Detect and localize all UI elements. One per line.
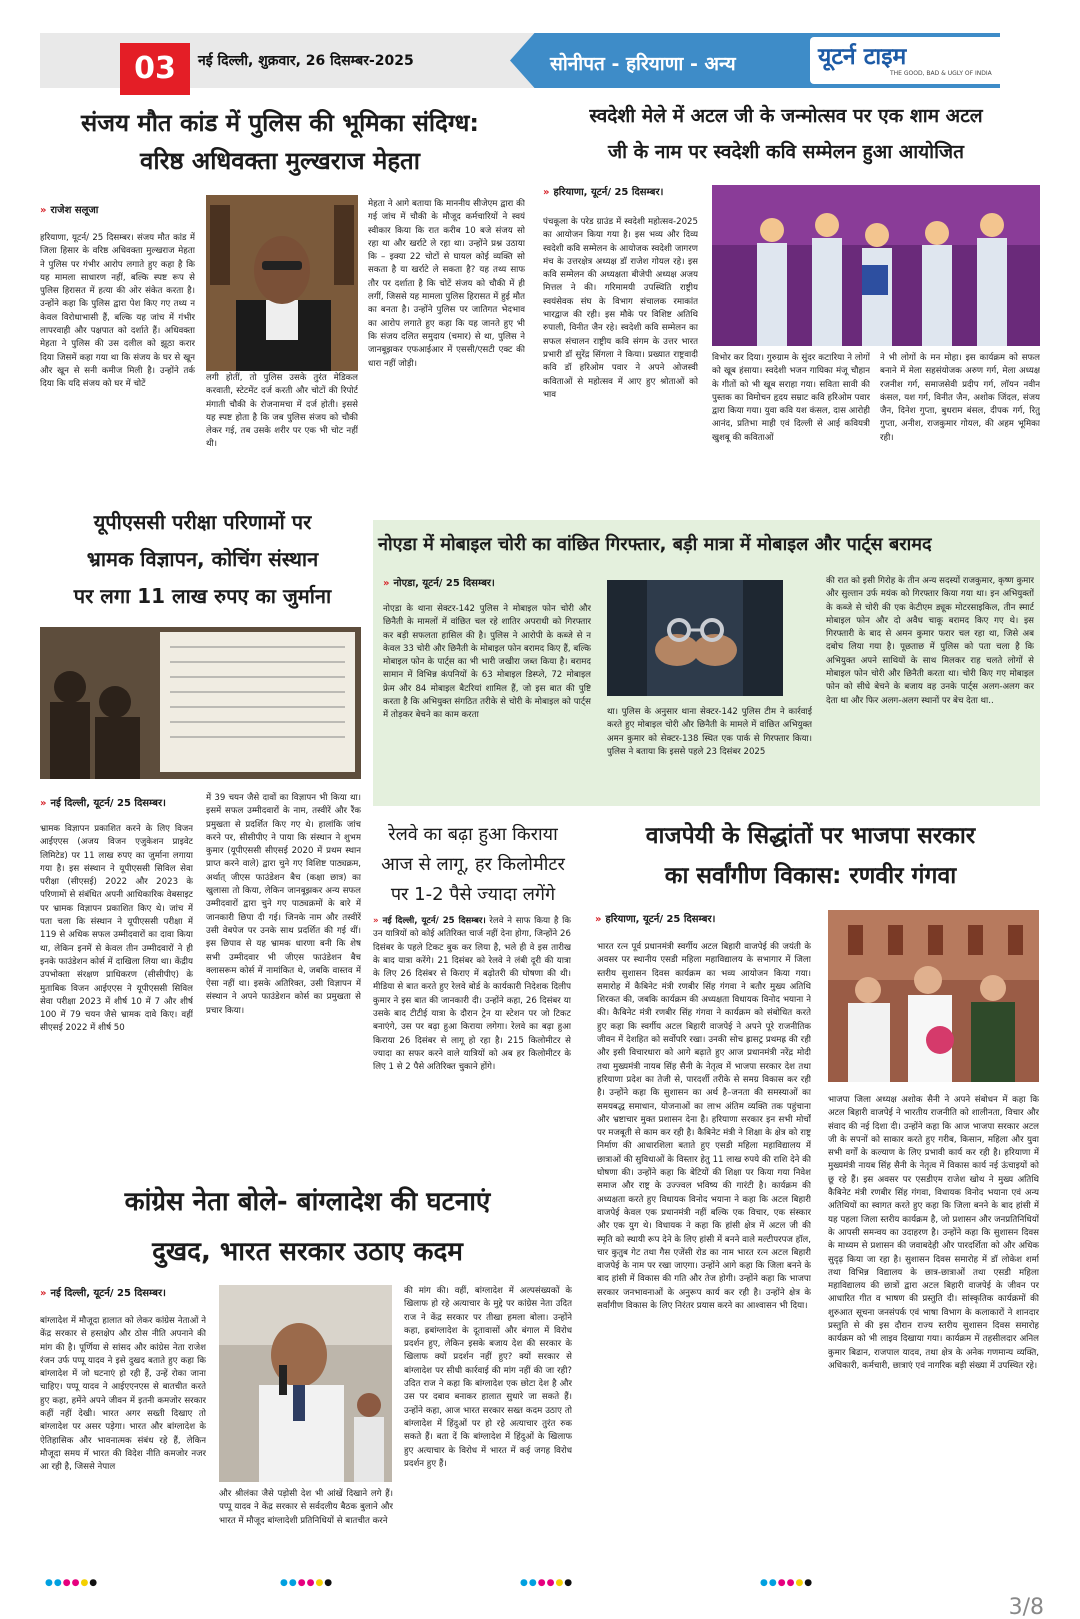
vajpayee-byline: » हरियाणा, यूटर्न/ 25 दिसम्बर। [595,914,716,925]
registration-marks: ●●●●●● [45,1578,99,1588]
ceremony-group-photo [828,910,1039,1082]
swadeshi-body-col3: ने भी लोगों के मन मोहा। इस कार्यक्रम को सफल बनाने में मेला सहसंयोजक अरुण गर्ग, मेला अध्यक्ष रजनीश गर्ग, समाजसेवी प्रदीप गर्ग, लॉयन नवीन कंसल, यश गर्ग, विनीत जैन, अशोक जिंदल, संजय जैन, दिनेश गुप्ता, बुधराम बंसल, दीपक गर्ग, रितु गुप्ता, अनीश, राजकुमार गोयल, की अहम भूमिका रही। [880,353,1040,443]
sanjay-byline: » राजेश सलूजा [40,205,99,216]
upsc-byline: » नई दिल्ली, यूटर्न/ 25 दिसम्बर। [40,798,166,809]
page-number: 03 [120,43,190,95]
congress-photo [219,1285,392,1482]
upsc-body-col1: भ्रामक विज्ञापन प्रकाशित करने के लिए विजन आईएएस (अजय विजन एजुकेशन प्राइवेट लिमिटेड) पर 11 लाख रुपए का जुर्माना लगाया गया है। इस संस्थान ने यूपीएससी सिविल सेवा परीक्षा (सीएसई) 2022 और 2023 के परिणामों से संबंधित अपनी आधिकारिक वेबसाइट पर भ्रामक विज्ञापन प्रकाशित किए थे। जांच में पता चला कि संस्थान ने यूपीएससी परीक्षा में 119 से अधिक सफल उम्मीदवारों का दावा किया था, लेकिन इनमें से केवल तीन उम्मीदवारों ने ही इनके फाउंडेशन कोर्स में दाखिला लिया था। केंद्रीय उपभोक्ता संरक्षण प्राधिकरण (सीसीपीए) के मुताबिक विजन आईएएस ने यूपीएससी सिविल सेवा परीक्षा 2023 में शीर्ष 10 में 7 और शीर्ष 100 में 79 चयन जैसे भ्रामक दावे किए। वहीं सीएसई 2022 में शीर्ष 50 [40,824,193,1034]
upsc-headline-line1: यूपीएससी परीक्षा परिणामों पर [93,510,312,534]
lawyer-portrait [206,195,358,371]
vajpayee-headline-line1: वाजपेयी के सिद्धांतों पर भाजपा सरकार [645,823,976,849]
railway-body [373,915,571,1163]
upsc-headline-line3: पर लगा 11 लाख रुपए का जुर्माना [73,584,332,608]
noida-body-col2: था। पुलिस के अनुसार थाना सेक्टर-142 पुलिस टीम ने कार्रवाई करते हुए मोबाइल चोरी और छिनैती के मामले में वांछित अभियुक्त अमन कुमार को सेक्टर-138 स्थित एक पार्क से गिरफ्तार किया। पुलिस ने बताया कि इससे पहले 23 दिसंबर 2025 [607,707,812,757]
kavi-sammelan-stage-photo [712,185,1040,346]
noida-photo [607,580,783,696]
congress-headline-line1: कांग्रेस नेता बोले- बांग्लादेश की घटनाएं [124,1187,491,1217]
noida-headline: नोएडा में मोबाइल चोरी का वांछित गिरफ्तार, बड़ी मात्रा में मोबाइल और पार्ट्स बरामद [378,534,932,555]
vajpayee-body-col1: भारत रत्न पूर्व प्रधानमंत्री स्वर्गीय अटल बिहारी वाजपेई की जयंती के अवसर पर स्थानीय एसडी महिला महाविद्यालय के सभागार में जिला स्तरीय सुशासन दिवस कार्यक्रम का भव्य आयोजन किया गया। समारोह में कैबिनेट मंत्री रणबीर सिंह गंगवा ने बतौर मुख्य अतिथि शिरकत की, जबकि कार्यक्रम की अध्यक्षता विधायक विनोद भयाना ने की। कैबिनेट मंत्री रणबीर सिंह गंगवा ने कार्यक्रम को संबोधित करते हुए कहा कि स्वर्गीय अटल बिहारी वाजपेई ने अपने पूरे राजनीतिक जीवन में देशहित को सर्वोपरि रखा। उनकी सोच ह्रासट्र प्रथमह्र की रही और इसी विचारधारा को आगे बढ़ाते हुए आज प्रधानमंत्री नरेंद्र मोदी तथा मुख्यमंत्री नायब सिंह सैनी के नेतृत्व में भाजपा सरकार देश तथा हरियाणा प्रदेश का तेजी से, पारदर्शी तरीके से समग्र विकास कर रही है। उन्होंने कहा कि सुशासन का अर्थ है–जनता की समस्याओं का समयबद्ध समाधान, योजनाओं का लाभ अंतिम व्यक्ति तक पहुंचाना और भ्रष्टाचार मुक्त प्रशासन देना है। हरियाणा सरकार इन सभी मोर्चों पर मजबूती से काम कर रही है। कैबिनेट मंत्री ने शिक्षा के क्षेत्र को राष्ट्र निर्माण की आधारशिला बताते हुए एसडी महिला महाविद्यालय में छात्राओं की सुविधाओं के विस्तार हेतु 11 लाख रुपये की राशि देने की घोषणा की। उन्होंने कहा कि बेटियों की शिक्षा पर किया गया निवेश समाज और राष्ट्र के उज्ज्वल भविष्य की गारंटी है। कार्यक्रम की अध्यक्षता करते हुए विधायक विनोद भयाना ने कहा कि अटल बिहारी वाजपेई केवल एक प्रधानमंत्री नहीं बल्कि एक विचार, एक संस्कार और एक युग थे। विधायक ने कहा कि हांसी क्षेत्र में अटल जी की स्मृति को स्थायी रूप देने के लिए हांसी में बनने वाले मल्टीपरपज हॉल, चार कुतुब गेट तथा गैस एजेंसी रोड का नाम भारत रत्न अटल बिहारी वाजपेई के नाम पर रखा जाएगा। उन्होंने आगे कहा कि जिला बनने के बाद हांसी में विकास की गति और तेज होगी। उन्होंने कहा कि भाजपा सरकार जनभावनाओं के अनुरूप कार्य कर रही है। उन्होंने क्षेत्र के सर्वांगीण विकास के लिए निरंतर प्रयास करने का आश्वासन भी दिया। [597,942,811,1312]
upsc-photo [40,627,361,779]
sanjay-headline-line1: संजय मौत कांड में पुलिस की भूमिका संदिग्ध: [81,109,479,137]
section-title: सोनीपत - हरियाणा - अन्य [550,53,736,75]
noida-body-col3: की रात को इसी गिरोह के तीन अन्य सदस्यों राजकुमार, कृष्ण कुमार और सुल्तान उर्फ मयंक को गिरफ्तार किया गया था। इन अभियुक्तों के कब्जे से चोरी की एक केटीएम ड्यूक मोटरसाइकिल, तीन स्मार्ट मोबाइल फोन और दो अवैध चाकू बरामद किए गए थे। इस गिरफ्तारी के बाद से अमन कुमार फरार चल रहा था, जिसे अब दबोच लिया गया है। पूछताछ में पुलिस को पता चला है कि अभियुक्त अपने साथियों के साथ मिलकर राह चलते लोगों से मोबाइल फोन चोरी और छिनैती करता था। चोरी किए गए मोबाइल फोन को सीधे बेचने के बजाय वह उनके पार्ट्स अलग-अलग कर देता था और फिर अलग-अलग स्थानों पर बेच देता था.. [826,576,1034,706]
newspaper-logo [810,37,1028,84]
railway-body-text: रेलवे ने साफ किया है कि उन यात्रियों को कोई अतिरिक्त चार्ज नहीं देना होगा, जिन्होंने 26 दिसंबर के पहले टिकट बुक कर लिया है, भले ही वे इस तारीख के बाद यात्रा करेंगे। 21 दिसंबर को रेलवे ने लंबी दूरी की यात्रा के लिए 26 दिसंबर से किराए में बढ़ोतरी की घोषणा की थी। मीडिया से बात करते हुए रेलवे बोर्ड के कार्यकारी निदेशक दिलीप कुमार ने इस बात की जानकारी दी। उन्होंने कहा, 26 दिसंबर या उसके बाद टीटीई यात्रा के दौरान ट्रेन या स्टेशन पर जो टिकट बनाएंगे, उस पर बढ़ा हुआ किराया लगेगा। रेलवे का बढ़ा हुआ किराया 26 दिसंबर से लागू हो रहा है। 215 किलोमीटर से ज्यादा का सफर करने वाले यात्रियों को अब हर किलोमीटर के लिए 1 से 2 पैसे अतिरिक्त चुकाने होंगे। [373,916,571,1073]
noida-byline: » नोएडा, यूटर्न/ 25 दिसम्बर। [383,578,495,589]
notice-board-photo [40,627,361,779]
sanjay-body-col1: हरियाणा, यूटर्न/ 25 दिसम्बर। संजय मौत कांड में जिला हिसार के वरिष्ठ अधिवक्ता मुल्खराज मेहता ने पुलिस पर गंभीर आरोप लगाते हुए कहा है कि यह मामला साधारण नहीं, बल्कि स्पष्ट रूप से पुलिस हिरासत में हत्या की ओर संकेत करता है। उन्होंने कहा कि पुलिस द्वारा पेश किए गए तथ्य न केवल विरोधाभासी हैं, बल्कि यह जांच में गंभीर लापरवाही और पक्षपात को दर्शाते हैं। अधिवक्ता मेहता ने पुलिस की उस दलील को झूठा करार दिया जिसमें कहा गया था कि संजय के घर से खून और खून से सनी कमीज मिली है। उन्होंने तर्क दिया कि यदि संजय को घर में चोटें [40,233,195,390]
swadeshi-byline: » हरियाणा, यूटर्न/ 25 दिसम्बर। [543,187,664,198]
swadeshi-headline-line1: स्वदेशी मेले में अटल जी के जन्मोत्सव पर एक शाम अटल [589,105,983,127]
swadeshi-body-col2: विभोर कर दिया। गुरुग्राम के सुंदर कटारिया ने लोगों को खूब हंसाया। स्वदेशी भजन गायिका मंजू चौहान के गीतों को भी खूब सराहा गया। सविता सावी की पुस्तक का विमोचन हृदय सम्राट कवि हरिओम पवार द्वारा किया गया। युवा कवि यश कंसल, दास आरोही आनंद, प्रतिभा माही एवं दिल्ली से आई कवियत्री खुशबू की कविताओं [712,353,870,443]
vajpayee-photo [828,910,1039,1082]
congress-byline: » नई दिल्ली, यूटर्न/ 25 दिसम्बर। [40,1288,166,1299]
swadeshi-body-col1: पंचकूला के परेड ग्राउंड में स्वदेशी महोत्सव-2025 का आयोजन किया गया है। इस भव्य और दिव्य स्वदेशी कवि सम्मेलन के आयोजक स्वदेशी जागरण मंच के उत्तरक्षेत्र अध्यक्ष डॉ राजेश गोयल रहे। इस कवि सम्मेलन की अध्यक्षता बीजेपी अध्यक्ष अजय मित्तल ने की। गरिमामयी उपस्थिति राष्ट्रीय स्वयंसेवक संघ के विभाग संचालक रमाकांत भारद्वाज की रही। इस मौके पर विशिष्ट अतिथि रुपाली, विनीत जैन रहे। स्वदेशी कवि सम्मेलन का सफल संचालन राष्ट्रीय कवि संगम के उत्तर भारत प्रभारी डॉ सुरेंद्र सिंगला ने किया। प्रख्यात राष्ट्रवादी कवि डॉ हरिओम पवार ने अपने ओजस्वी कविताओं से महोत्सव में आए हुए श्रोताओं को भाव [543,217,698,400]
railway-headline-line3: पर 1-2 पैसे ज्यादा लगेंगे [390,884,556,905]
registration-marks-4: ●●●●●● [760,1578,814,1588]
railway-headline-line2: आज से लागू, हर किलोमीटर [381,854,565,875]
congress-headline-line2: दुखद, भारत सरकार उठाए कदम [152,1237,463,1267]
sanjay-headline-line2: वरिष्ठ अधिवक्ता मुल्खराज मेहता [140,147,420,175]
railway-headline-line1: रेलवे का बढ़ा हुआ किराया [388,824,558,845]
congress-body-col2: और श्रीलंका जैसे पड़ोसी देश भी आंखें दिखाने लगे हैं। पप्पू यादव ने केंद्र सरकार से सर्वदलीय बैठक बुलाने और भारत में मौजूद बांग्लादेशी प्रतिनिधियों से बातचीत करने [219,1489,393,1526]
noida-body-col1: नोएडा के थाना सेक्टर-142 पुलिस ने मोबाइल फोन चोरी और छिनैती के मामलों में वांछित चल रहे शातिर अपराधी को गिरफ्तार कर बड़ी सफलता हासिल की है। पुलिस ने आरोपी के कब्जे से न केवल 33 चोरी और छिनैती के मोबाइल फोन बरामद किए हैं, बल्कि मोबाइल फोन के पार्ट्स का भी भारी जखीरा जब्त किया है। बरामद सामान में विभिन्न कंपनियों के 63 मोबाइल डिस्प्ले, 72 मोबाइल फ्रेम और 84 मोबाइल बैटरियां शामिल हैं, जो इस बात की पुष्टि करता है कि अभियुक्त संगठित तरीके से चोरी के मोबाइल को पार्ट्स में तोड़कर बेचने का काम करता [383,604,591,721]
sanjay-body-col3: मेहता ने आगे बताया कि माननीय सीजेएम द्वारा की गई जांच में चौकी के मौजूद कर्मचारियों ने स्वयं स्वीकार किया कि रात करीब 10 बजे संजय सो रहा था और खर्राटे ले रहा था। उन्होंने प्रश्न उठाया कि – इक्या 22 चोटों से घायल कोई व्यक्ति सो सकता है या खर्राटे ले सकता है? यह तथ्य साफ तौर पर दर्शाता है कि चोटें संजय को चौकी में ही लगीं, जिससे यह मामला पुलिस हिरासत में हुई मौत का बनता है। उन्होंने पुलिस पर जातिगत भेदभाव का आरोप लगाते हुए कहा कि यह जानते हुए भी कि संजय दलित समुदाय (चमार) से था, पुलिस ने जानबूझकर एफआईआर में एससी/एसटी एक्ट की धारा नहीं जोड़ी। [368,199,525,369]
logo-text: यूटर्न टाइम [818,44,907,70]
registration-marks-3: ●●●●●● [520,1578,574,1588]
railway-byline: » नई दिल्ली, यूटर्न/ 25 दिसम्बर। [373,916,486,926]
swadeshi-headline-line2: जी के नाम पर स्वदेशी कवि सम्मेलन हुआ आयोजित [608,141,964,163]
registration-marks-2: ●●●●●● [280,1578,334,1588]
sanjay-photo [206,195,358,371]
sanjay-body-col2: लगी होतीं, तो पुलिस उसके तुरंत मेडिकल करवाती, स्टेटमेंट दर्ज करती और चोटों की रिपोर्ट मंगाती चौकी के रोजनामचा में दर्ज होती। इससे यह स्पष्ट होता है कि जब पुलिस संजय को चौकी लेकर गई, तब उसके शरीर पर एक भी चोट नहीं थी। [206,373,358,450]
vajpayee-body-col2: भाजपा जिला अध्यक्ष अशोक सैनी ने अपने संबोधन में कहा कि अटल बिहारी वाजपेई ने भारतीय राजनीति को शालीनता, विचार और संवाद की नई दिशा दी। उन्होंने कहा कि आज भाजपा सरकार अटल जी के सपनों को साकार करते हुए गरीब, किसान, महिला और युवा सभी वर्गों के कल्याण के लिए प्रभावी कार्य कर रही है। हरियाणा में मुख्यमंत्री नायब सिंह सैनी के नेतृत्व में विकास कार्य नई ऊंचाइयों को छू रहे हैं। इस अवसर पर एसडीएम राजेश खोथ ने मुख्य अतिथि कैबिनेट मंत्री रणबीर सिंह गंगवा, विधायक विनोद भयाना एवं अन्य अतिथियों का स्वागत करते हुए कहा कि जिला बनने के बाद हांसी में यह पहला जिला स्तरीय कार्यक्रम है, जो प्रशासन और जनप्रतिनिधियों के आपसी समन्वय का उदाहरण है। उन्होंने कहा कि सुशासन दिवस के माध्यम से प्रशासन की जवाबदेही और पारदर्शिता को और अधिक सुदृढ़ किया जा रहा है। सुशासन दिवस समारोह में डॉ लोकेश शर्मा तथा विभिन्न विद्यालय के छात्र-छात्राओं तथा एसडी महिला महाविद्यालय की छात्रों द्वारा अटल बिहारी वाजपेई के जीवन पर आधारित गीत व भाषण की प्रस्तुति दी। सांस्कृतिक कार्यक्रमों की शुरुआत सूचना जनसंपर्क एवं भाषा विभाग के कलाकारों ने शानदार प्रस्तुति से की इस दौरान राज्य स्तरीय सुशासन दिवस समारोह कार्यक्रम को भी लाइव दिखाया गया। कार्यक्रम में तहसीलदार अनिल कुमार बिढान, राजपाल यादव, तथा क्षेत्र के अनेक गणमान्य व्यक्ति, अधिकारी, कर्मचारी, छात्राएं एवं नागरिक बड़ी संख्या में उपस्थित रहे। [828,1095,1039,1371]
congress-body-col1: बांग्लादेश में मौजूदा हालात को लेकर कांग्रेस नेताओं ने केंद्र सरकार से हस्तक्षेप और ठोस नीति अपनाने की मांग की है। पूर्णिया से सांसद और कांग्रेस नेता राजेश रंजन उर्फ पप्पू यादव ने इसे दुखद बताते हुए कहा कि बांग्लादेश में जो घटनाएं हो रही हैं, उन्हें रोका जाना चाहिए। पप्पू यादव ने आईएएनएस से बातचीत करते हुए कहा, हमेंने अपने जीवन में इतनी कमजोर सरकार कहीं नहीं देखी। भारत अगर सख्ती दिखाए तो बांग्लादेश पर असर पड़ेगा। भारत और बांग्लादेश के ऐतिहासिक और भावनात्मक संबंध रहे हैं, लेकिन मौजूदा समय में भारत की विदेश नीति कमजोर नजर आ रही है, जिससे नेपाल [40,1316,206,1473]
vajpayee-headline-line2: का सर्वांगीण विकास: रणवीर गंगवा [664,863,957,889]
page-indicator: 3/8 [1008,1595,1044,1619]
masthead [40,33,1040,88]
congress-body-col3: की मांग की। वहीं, बांग्लादेश में अल्पसंख्यकों के खिलाफ हो रहे अत्याचार के मुद्दे पर कांग्रेस नेता उदित राज ने केंद्र सरकार पर तीखा हमला बोला। उन्होंने कहा, ह्रबांग्लादेश के दूतावासों और बंगाल में विरोध प्रदर्शन हुए, लेकिन इसके बजाय देश की सरकार के खिलाफ क्यों प्रदर्शन नहीं हुए? क्यों सरकार से बांग्लादेश पर सीधी कार्रवाई की मांग नहीं की जा रही? उदित राज ने कहा कि बांग्लादेश एक छोटा देश है और उस पर दबाव बनाकर हालात सुधारे जा सकते हैं। उन्होंने कहा, आज भारत सरकार सख्त कदम उठाए तो बांग्लादेश में हिंदुओं पर हो रहे अत्याचार तुरंत रुक सकते हैं। बता दें कि बांग्लादेश में हिंदुओं के खिलाफ हुए अत्याचार के विरोध में भारत में कई जगह विरोध प्रदर्शन हुए हैं। [404,1286,572,1469]
upsc-body-col2: में 39 चयन जैसे दावों का विज्ञापन भी किया था। इसमें सफल उम्मीदवारों के नाम, तस्वीरें और रैंक प्रमुखता से प्रदर्शित किए गए थे। हालांकि जांच करने पर, सीसीपीए ने पाया कि संस्थान ने शुभम कुमार (यूपीएससी सीएसई 2020 में प्रथम स्थान प्राप्त करने वाले) द्वारा चुने गए विशिष्ट पाठ्यक्रम, अर्थात् जीएस फाउंडेशन बैच (कक्षा छात्र) का खुलासा तो किया, लेकिन जानबूझकर अन्य सफल उम्मीदवारों द्वारा चुने गए पाठ्यक्रमों के बारे में जानकारी छिपा दी गई। जिनके नाम और तस्वीरें उसी वेबपेज पर उनके साथ प्रदर्शित की गई थीं। इस छिपाव से यह भ्रामक धारणा बनी कि शेष सभी उम्मीदवार भी जीएस फाउंडेशन बैच क्लासरूम कोर्स में नामांकित थे, जबकि वास्तव में ऐसा नहीं था। इसके अतिरिक्त, उसी विज्ञापन में संस्थान ने अपने फाउंडेशन कोर्स का प्रमुखता से प्रचार किया। [206,793,361,1016]
upsc-headline-line2: भ्रामक विज्ञापन, कोचिंग संस्थान [86,547,319,571]
swadeshi-photo [712,185,1040,346]
issue-date: नई दिल्ली, शुक्रवार, 26 दिसम्बर-2025 [198,53,414,69]
logo-tagline: THE GOOD, BAD & UGLY OF INDIA [890,70,992,77]
handcuffs-photo [607,580,783,696]
politician-speaking-photo [219,1285,392,1482]
